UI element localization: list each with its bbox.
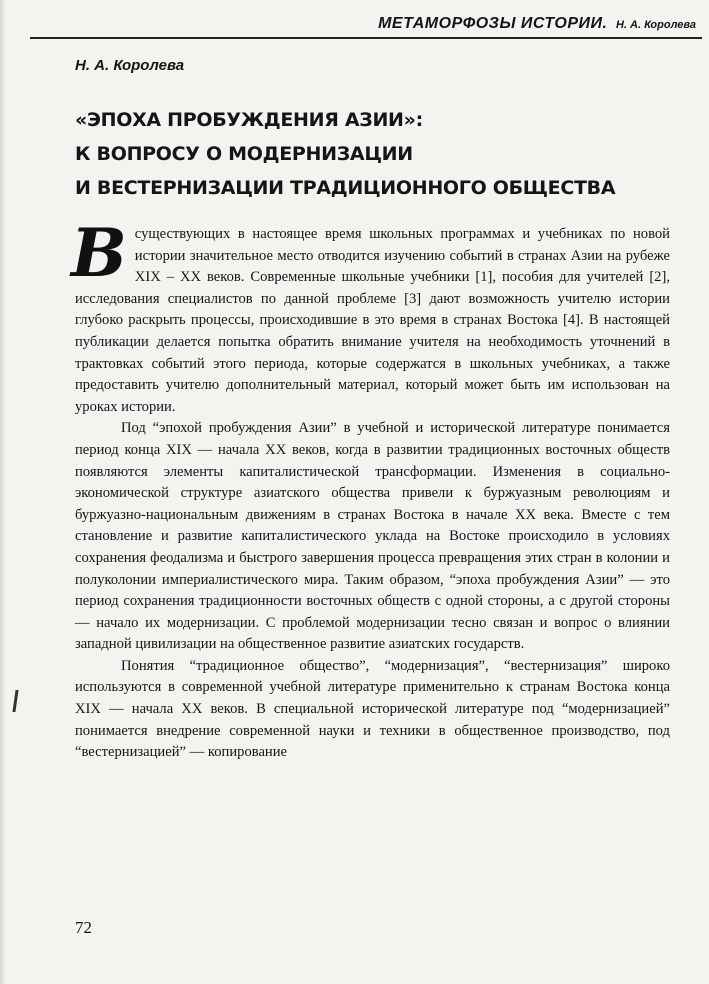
article-title	[75, 103, 675, 205]
paragraph-1-text: существующих в настоящее время школьных программах и учебниках по новой истории значительное место отводится изучению событий в странах Азии на рубеже XIX – XX веков. Современные школьные учебники [1], пособия для учителей [2], исследования специалистов по данной проблеме [3] дают возможность учителю истории глубоко раскрыть процессы, происходившие в это время в странах Востока [4]. В настоящей публикации делается попытка обратить внимание учителя на необходимость уточнений в трактовках событий этого периода, которые содержатся в школьных учебниках, а также предоставить учителю дополнительный материал, который может быть им использован на уроках истории.	[75, 226, 670, 415]
scan-edge-shadow	[0, 0, 6, 984]
running-header-text	[378, 15, 696, 33]
article-body	[71, 214, 670, 764]
paragraph-2: Под “эпохой пробуждения Азии” в учебной и исторической литературе понимается период конца XIX — начала XX веков, когда в развитии традиционных восточных обществ появляются элементы капиталистической трансформации. Изменения в социально-экономической структуре азиатского общества привели к буржуазным революциям и буржуазно-национальным движениям в странах Востока в начале XX века. Вместе с тем становление и развитие капиталистического уклада на Востоке происходило в условиях сохранения феодализма и быстрого завершения процесса превращения этих стран в колонии и полуколонии империалистического мира. Таким образом, “эпоха пробуждения Азии” — это период сохранения традиционности восточных обществ с одной стороны, а с другой стороны — начало их модернизации. С проблемой модернизации тесно связан и вопрос о влиянии западной цивилизации на общественное развитие азиатских государств.	[75, 420, 670, 653]
drop-cap: В	[71, 214, 127, 292]
paragraph-3: Понятия “традиционное общество”, “модернизация”, “вестернизация” широко используются в современной учебной литературе применительно к странам Востока конца XIX — начала XX веков. В специальной исторической литературе под “модернизацией” понимается внедрение современной науки и техники в общественное производство, под “вестернизацией” — копирование	[75, 657, 670, 761]
title-line-3: И ВЕСТЕРНИЗАЦИИ ТРАДИЦИОННОГО ОБЩЕСТВА	[75, 177, 616, 199]
paragraph-1	[71, 214, 670, 418]
page-number: 72	[75, 918, 92, 937]
journal-title: МЕТАМОРФОЗЫ ИСТОРИИ.	[378, 15, 608, 32]
running-header	[30, 13, 702, 39]
title-line-1: «ЭПОХА ПРОБУЖДЕНИЯ АЗИИ»:	[75, 109, 423, 131]
header-rule	[30, 37, 702, 39]
title-line-2: К ВОПРОСУ О МОДЕРНИЗАЦИИ	[75, 143, 413, 165]
header-author: Н. А. Королева	[615, 19, 696, 31]
article-author: Н. А. Королева	[75, 57, 185, 74]
margin-mark	[12, 690, 18, 712]
